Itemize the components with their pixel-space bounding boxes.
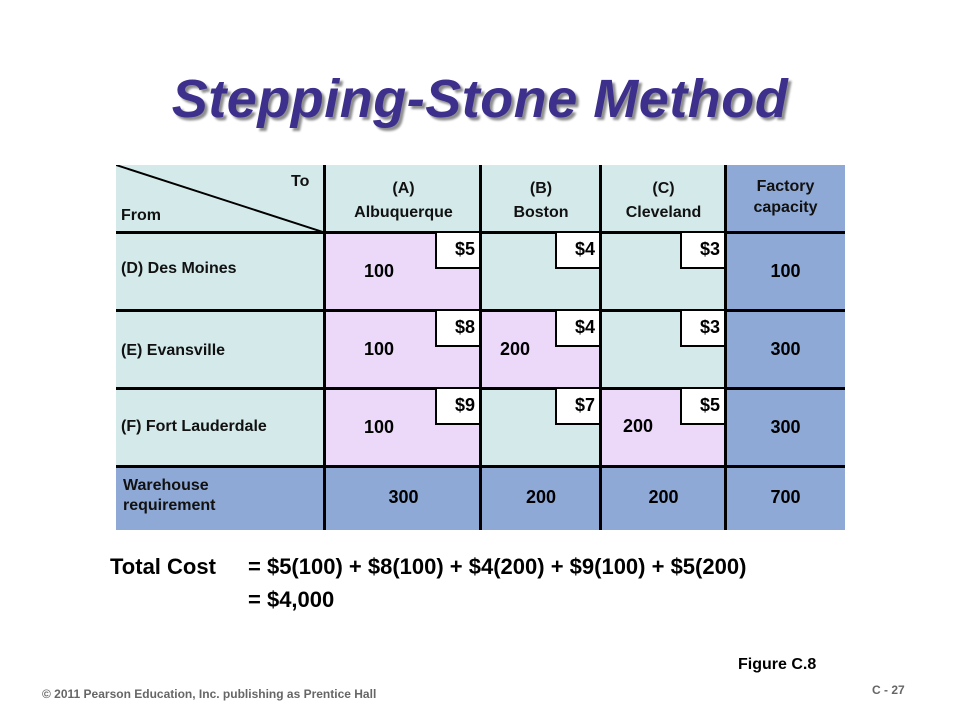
- column-name: Albuquerque: [354, 204, 453, 221]
- grid-line: [116, 231, 845, 234]
- slide-title: Stepping-Stone Method: [171, 69, 789, 129]
- grid-line: [116, 387, 845, 390]
- capacity-header: [726, 176, 845, 218]
- allocation-e-a: 100: [364, 339, 395, 359]
- cost-f-c: $5: [680, 389, 724, 425]
- cost-e-a: $8: [435, 311, 479, 347]
- cost-d-a: $5: [435, 233, 479, 269]
- allocation-d-a: 100: [364, 261, 395, 281]
- requirement-label-line: Warehouse: [123, 477, 209, 494]
- cost-d-b: $4: [555, 233, 599, 269]
- grid-line: [116, 309, 845, 312]
- cost-e-c: $3: [680, 311, 724, 347]
- requirement-label-line: requirement: [123, 497, 216, 514]
- grand-total: 700: [770, 487, 801, 507]
- transportation-table: [116, 165, 845, 530]
- column-code: (A): [392, 180, 415, 197]
- column-code: (B): [529, 180, 553, 197]
- column-name: Boston: [513, 204, 569, 221]
- figure-label: Figure C.8: [738, 656, 817, 673]
- column-name: Cleveland: [625, 204, 702, 221]
- row-label-d: (D) Des Moines: [121, 260, 237, 277]
- corner-to-label: To: [291, 173, 310, 190]
- column-header-c: [601, 177, 726, 225]
- column-header-b: [481, 177, 601, 225]
- allocation-e-b: 200: [500, 339, 531, 359]
- column-code: (C): [652, 180, 675, 197]
- cost-e-b: $4: [555, 311, 599, 347]
- requirement-b: 200: [525, 487, 557, 507]
- cost-f-b: $7: [555, 389, 599, 425]
- corner-from-label: From: [121, 207, 161, 224]
- grid-line: [116, 465, 845, 468]
- row-label-e: (E) Evansville: [121, 342, 226, 359]
- requirement-label: [123, 476, 215, 516]
- column-header-a: [326, 177, 481, 225]
- capacity-header-line: capacity: [753, 199, 818, 216]
- cost-d-c: $3: [680, 233, 724, 269]
- capacity-header-line: Factory: [756, 178, 815, 195]
- capacity-d: 100: [770, 261, 801, 281]
- page-number: C - 27: [872, 683, 905, 697]
- cost-f-a: $9: [435, 389, 479, 425]
- requirement-c: 200: [648, 487, 679, 507]
- total-cost-formula: = $5(100) + $8(100) + $4(200) + $9(100) + $5(200): [248, 554, 747, 579]
- allocation-f-a: 100: [364, 417, 395, 437]
- capacity-e: 300: [770, 339, 801, 359]
- copyright-footer: © 2011 Pearson Education, Inc. publishing as Prentice Hall: [42, 687, 377, 701]
- requirement-a: 300: [388, 487, 419, 507]
- allocation-f-c: 200: [623, 416, 654, 436]
- total-cost-label: Total Cost: [110, 554, 216, 579]
- capacity-f: 300: [770, 417, 801, 437]
- total-cost-result: = $4,000: [248, 587, 335, 612]
- row-label-f: (F) Fort Lauderdale: [121, 418, 267, 435]
